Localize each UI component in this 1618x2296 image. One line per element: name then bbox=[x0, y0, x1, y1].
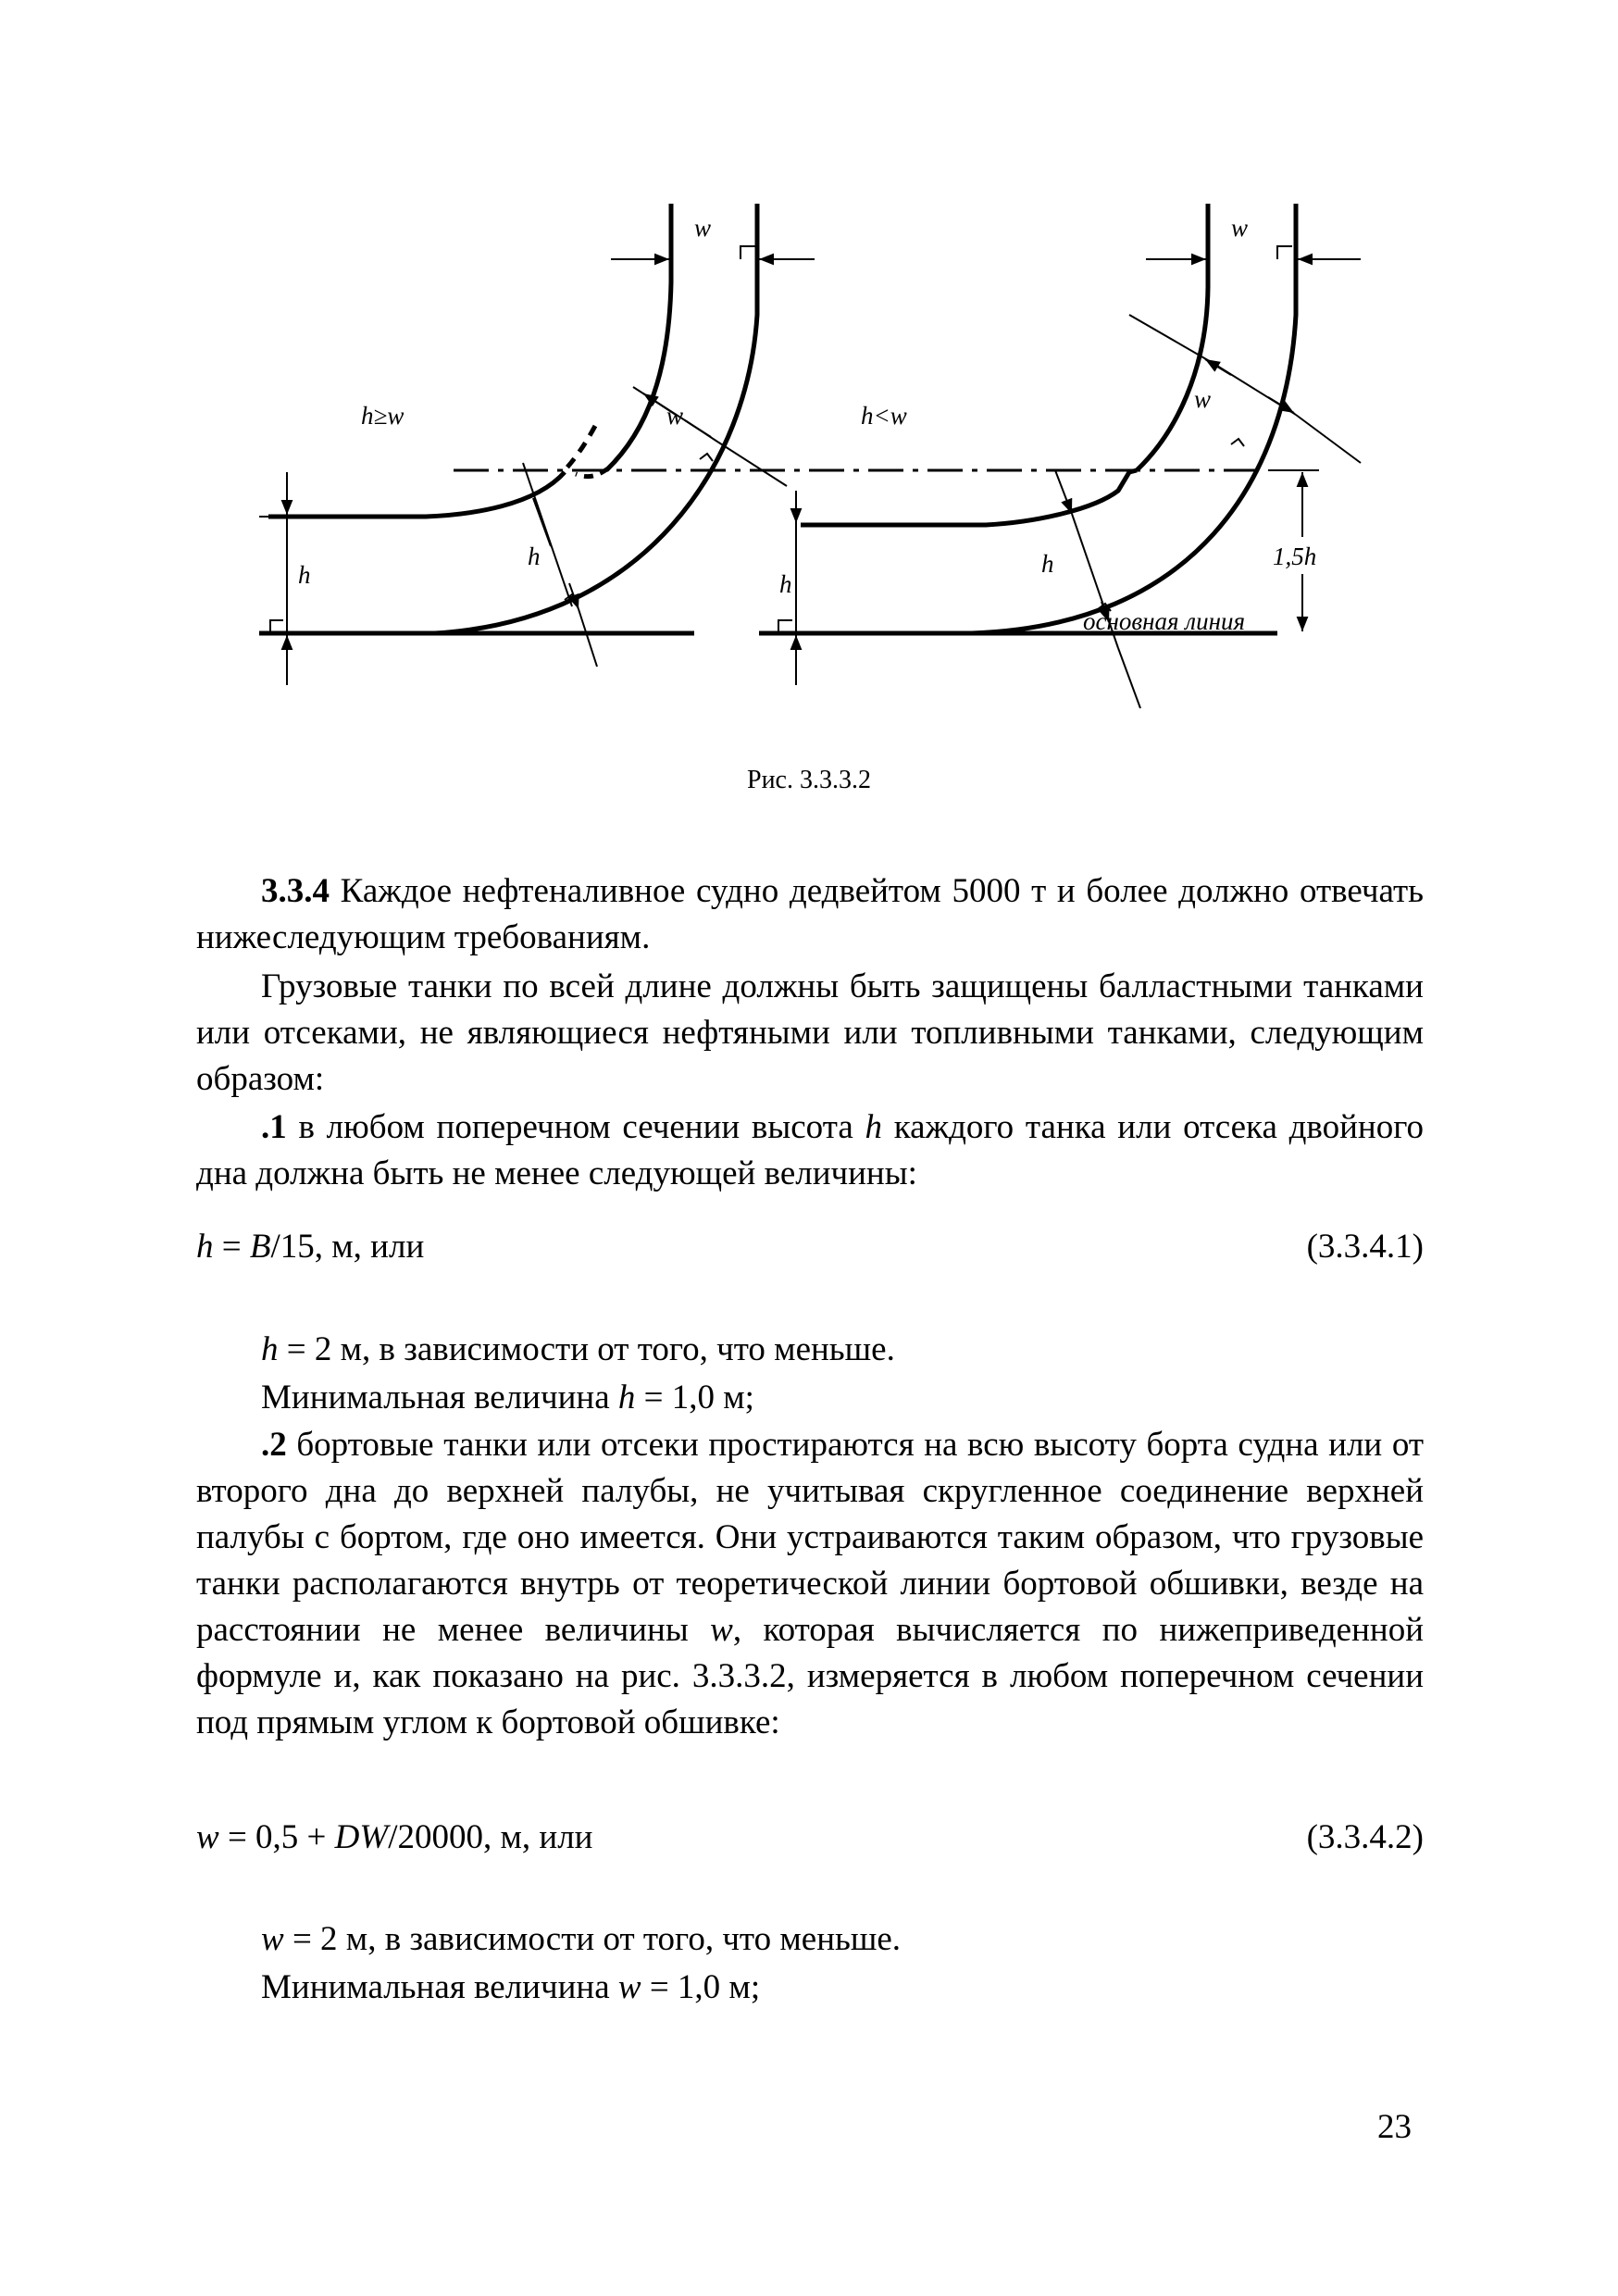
right-inner-bottom bbox=[801, 470, 1137, 525]
line-text: = 2 м, в зависимости от того, что меньше. bbox=[278, 1330, 895, 1368]
line-min-w bbox=[261, 1965, 760, 2011]
left-w-mid-label: w bbox=[666, 402, 684, 430]
paragraph-text: Каждое нефтеналивное судно дедвейтом 5000 т и более должно отвечать нижеследующим требованиям. bbox=[196, 872, 1424, 956]
item-text: бортовые танки или отсеки простираются на всю высоту борта судна или от второго дна до верхней палубы, не учитывая скругленное соединение верхней палубы с бортом, где оно имеется. Они устраиваются таким образом, что грузовые танки располагаются внутрь от теоретической линии бортовой обшивки, везде на расстоянии не менее величины bbox=[196, 1426, 1424, 1649]
eq-text: /15, м, или bbox=[270, 1228, 425, 1266]
var-h: h bbox=[261, 1330, 279, 1368]
line-text: = 1,0 м; bbox=[641, 1968, 761, 2006]
line-min-h bbox=[261, 1375, 754, 1421]
left-h-mid-label: h bbox=[528, 543, 541, 570]
figure-3-3-3-2 bbox=[241, 185, 1388, 741]
eq-text: = bbox=[213, 1228, 250, 1266]
line-text: Минимальная величина bbox=[261, 1379, 618, 1416]
paragraph-cargo-tanks: Грузовые танки по всей длине должны быть защищены балластными танками или отсеками, не являющиеся нефтяными или топливными танками, следующим образом: bbox=[196, 967, 1424, 1098]
eq-text: = 0,5 + bbox=[218, 1818, 335, 1856]
right-h-label: h bbox=[779, 570, 792, 598]
var-h: h bbox=[617, 1379, 636, 1416]
figure-caption: Рис. 3.3.3.2 bbox=[747, 766, 871, 794]
item-text: в любом поперечном сечении высота bbox=[286, 1108, 865, 1146]
equation-number: (3.3.4.1) bbox=[1306, 1228, 1424, 1266]
var-w: w bbox=[617, 1968, 641, 2006]
var-h: h bbox=[865, 1108, 882, 1146]
equation-3-3-4-1 bbox=[196, 1224, 1424, 1270]
right-cond-label: h<w bbox=[861, 402, 907, 430]
eq-text: /20000, м, или bbox=[388, 1818, 593, 1856]
paragraph-3-3-4 bbox=[196, 868, 1424, 961]
right-inner-wall bbox=[1137, 204, 1208, 470]
section-number: 3.3.4 bbox=[261, 872, 330, 910]
item-text: каждого танка или отсека двойного дна должна быть не менее следующей величины: bbox=[196, 1108, 1424, 1192]
baseline-label: основная линия bbox=[1083, 607, 1246, 635]
line-w-2m bbox=[261, 1916, 901, 1963]
var-DW: DW bbox=[334, 1818, 389, 1856]
left-inner-bottom bbox=[268, 472, 565, 517]
page-number: 23 bbox=[1377, 2108, 1412, 2146]
item-text: , которая вычисляется по нижеприведенной формуле и, как показано на рис. 3.3.3.2, измеряется в любом поперечном сечении под прямым углом к бортовой обшивке: bbox=[196, 1611, 1424, 1741]
line-h-2m bbox=[261, 1327, 895, 1373]
var-B: B bbox=[249, 1228, 271, 1266]
item-number: .1 bbox=[261, 1108, 287, 1146]
equation-number: (3.3.4.2) bbox=[1306, 1818, 1424, 1856]
left-w-top-label: w bbox=[694, 214, 712, 242]
var-w: w bbox=[710, 1611, 733, 1649]
line-text: = 2 м, в зависимости от того, что меньше. bbox=[283, 1920, 902, 1958]
var-w: w bbox=[261, 1920, 284, 1958]
equation-3-3-4-2 bbox=[196, 1815, 1424, 1861]
right-drawing bbox=[759, 204, 1361, 708]
right-w-top-label: w bbox=[1231, 214, 1249, 242]
line-text: Минимальная величина bbox=[261, 1968, 618, 2006]
var-w: w bbox=[196, 1818, 219, 1856]
right-w-mid-label: w bbox=[1194, 385, 1212, 413]
item-2 bbox=[196, 1422, 1424, 1746]
left-cond-label: h≥w bbox=[361, 402, 404, 430]
left-outer-hull bbox=[435, 204, 757, 633]
var-h: h bbox=[196, 1228, 214, 1266]
item-number: .2 bbox=[261, 1426, 287, 1464]
left-drawing bbox=[259, 204, 815, 685]
left-inner-wall bbox=[606, 204, 671, 470]
left-h-label: h bbox=[298, 561, 311, 589]
line-text: = 1,0 м; bbox=[635, 1379, 754, 1416]
right-outer-hull bbox=[972, 204, 1296, 633]
right-15h-label: 1,5h bbox=[1273, 543, 1317, 570]
item-1 bbox=[196, 1104, 1424, 1197]
right-h-mid-label: h bbox=[1041, 550, 1054, 578]
